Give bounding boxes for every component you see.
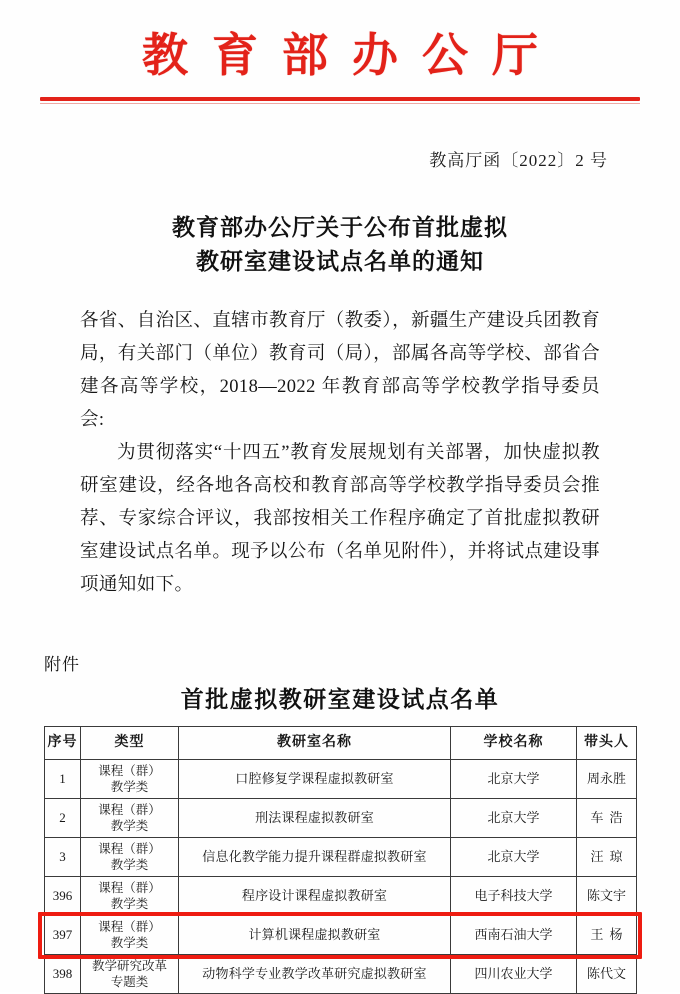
cell-sequence-number: 3 [45,838,81,877]
cell-type-line-1: 课程（群） [98,920,161,934]
cell-type [81,877,179,916]
cell-sequence-number: 396 [45,877,81,916]
cell-type [81,799,179,838]
cell-school-name: 电子科技大学 [451,877,577,916]
cell-sequence-number: 397 [45,916,81,955]
cell-school-name: 北京大学 [451,760,577,799]
column-header-name: 教研室名称 [179,727,451,760]
cell-type [81,838,179,877]
page-title-line-2: 教研室建设试点名单的通知 [196,249,484,274]
cell-leader-name: 陈代文 [577,955,637,994]
cell-type-line-1: 教学研究改革 [91,959,167,973]
cell-type-line-2: 教学类 [110,897,149,911]
cell-type-line-2: 教学类 [110,780,149,794]
attachment-table-title: 首批虚拟教研室建设试点名单 [180,687,500,713]
cell-leader-name: 汪琼 [577,838,637,877]
document-number-row [0,146,680,171]
cell-sequence-number: 398 [45,955,81,994]
table-header-row [45,727,637,760]
attachment-label: 附件 [44,655,80,674]
body-paragraph-1: 为贯彻落实“十四五”教育发展规划有关部署，加快虚拟教研室建设，经各地各高校和教育部高等学校教学指导委员会推荐、专家综合评议，我部按相关工作程序确定了首批虚拟教研室建设试点名单。现予以公布（名单见附件），并将试点建设事项通知如下。 [80,443,600,595]
cell-leader-name: 陈文宇 [577,877,637,916]
cell-type-line-1: 课程（群） [98,803,161,817]
cell-type-line-1: 课程（群） [98,842,161,856]
cell-type [81,760,179,799]
letterhead-red-rule [40,97,640,101]
page-title [0,211,680,279]
cell-leader-name: 周永胜 [577,760,637,799]
table-row [45,916,637,955]
cell-school-name: 西南石油大学 [451,916,577,955]
cell-sequence-number: 2 [45,799,81,838]
cell-leader-name: 王杨 [577,916,637,955]
table-row [45,955,637,994]
table-body [45,760,637,994]
body-addressee: 各省、自治区、直辖市教育厅（教委），新疆生产建设兵团教育局，有关部门（单位）教育司（局），部属各高等学校、部省合建各高等学校，2018—2022 年教育部高等学校教学指导委员会: [80,311,600,430]
cell-type-line-2: 教学类 [110,858,149,872]
cell-sequence-number: 1 [45,760,81,799]
cell-type-line-2: 教学类 [110,819,149,833]
column-header-leader: 带头人 [577,727,637,760]
cell-school-name: 四川农业大学 [451,955,577,994]
letterhead-thin-rule [40,103,640,104]
column-header-type: 类型 [81,727,179,760]
cell-type-line-2: 专题类 [110,975,149,989]
table-row [45,799,637,838]
cell-office-name: 计算机课程虚拟教研室 [179,916,451,955]
cell-type [81,916,179,955]
cell-leader-name: 车浩 [577,799,637,838]
document-body [80,305,600,602]
letterhead-organization: 教育部办公厅 [142,30,562,81]
cell-type-line-1: 课程（群） [98,881,161,895]
cell-school-name: 北京大学 [451,799,577,838]
cell-office-name: 口腔修复学课程虚拟教研室 [179,760,451,799]
list-table-wrapper [44,726,636,994]
table-row [45,760,637,799]
cell-office-name: 动物科学专业教学改革研究虚拟教研室 [179,955,451,994]
column-header-school: 学校名称 [451,727,577,760]
cell-office-name: 信息化教学能力提升课程群虚拟教研室 [179,838,451,877]
table-row [45,877,637,916]
cell-type-line-1: 课程（群） [98,764,161,778]
cell-office-name: 程序设计课程虚拟教研室 [179,877,451,916]
document-number: 教高厅函〔2022〕2 号 [429,151,608,170]
pilot-list-table [44,726,637,994]
cell-office-name: 刑法课程虚拟教研室 [179,799,451,838]
cell-school-name: 北京大学 [451,838,577,877]
letterhead-rule-group [40,97,640,104]
cell-type-line-2: 教学类 [110,936,149,950]
cell-type [81,955,179,994]
letterhead [0,0,680,104]
column-header-no: 序号 [45,727,81,760]
page-title-line-1: 教育部办公厅关于公布首批虚拟 [172,215,508,240]
table-row [45,838,637,877]
